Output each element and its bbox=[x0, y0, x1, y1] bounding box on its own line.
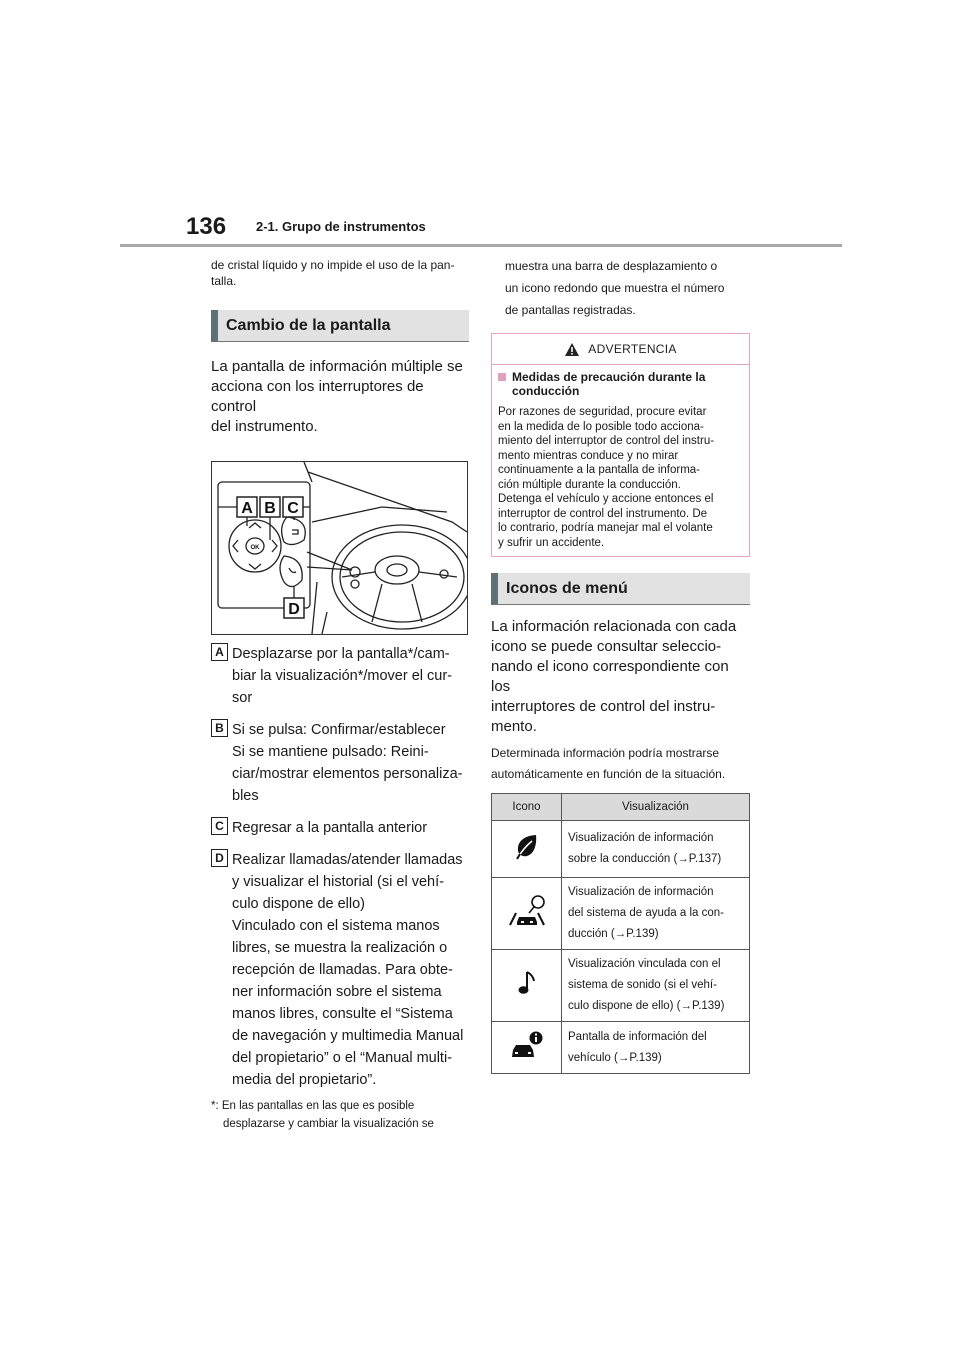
footnote-line: de pantallas registradas. bbox=[505, 303, 636, 317]
warning-line: continuamente a la pantalla de informa- bbox=[498, 464, 701, 476]
warning-text bbox=[498, 405, 743, 550]
warning-box bbox=[491, 333, 750, 557]
definition-line: sor bbox=[232, 690, 253, 706]
intro-line: de cristal líquido y no impide el uso de la pan- bbox=[211, 258, 455, 272]
footnote-line: desplazarse y cambiar la visualización se bbox=[223, 1118, 434, 1130]
label-d: D bbox=[211, 849, 228, 867]
label-b: B bbox=[211, 719, 228, 737]
warning-line: miento del interruptor de control del instru- bbox=[498, 435, 715, 447]
definition-line: Si se pulsa: Confirmar/establecer bbox=[232, 722, 446, 738]
warning-line: y sufrir un accidente. bbox=[498, 536, 605, 549]
definition-line: recepción de llamadas. Para obte- bbox=[232, 962, 453, 978]
definition-line: culo dispone de ello) bbox=[232, 896, 366, 912]
steering-switch-illustration bbox=[212, 462, 467, 634]
paragraph-line: nando el icono correspondiente con los bbox=[491, 658, 729, 695]
warning-subtitle bbox=[498, 370, 743, 398]
display-line: Visualización de información bbox=[568, 832, 714, 844]
definition-line: media del propietario”. bbox=[232, 1072, 377, 1088]
table-row bbox=[492, 950, 750, 1022]
warning-header bbox=[492, 334, 749, 365]
definition-line: ner información sobre el sistema bbox=[232, 984, 442, 1000]
definition-line: libres, se muestra la realización o bbox=[232, 940, 448, 956]
warning-line: ción múltiple durante la conducción. bbox=[498, 478, 681, 491]
definition-line: Realizar llamadas/atender llamadas bbox=[232, 852, 463, 868]
warning-line: mento mientras conduce y no mirar bbox=[498, 449, 679, 462]
warning-triangle-icon bbox=[564, 342, 580, 357]
display-line: Visualización de información bbox=[568, 886, 714, 898]
display-line: ducción (→P.139) bbox=[568, 928, 659, 940]
warning-line: interruptor de control del instrumento. De bbox=[498, 507, 708, 520]
display-line: del sistema de ayuda a la con- bbox=[568, 907, 724, 919]
paragraph-line: interruptores de control del instru- bbox=[491, 698, 716, 715]
definition-line: del propietario” o el “Manual multi- bbox=[232, 1050, 453, 1066]
table-header-row bbox=[492, 794, 750, 821]
figure-label-a: A bbox=[241, 500, 253, 517]
switch-definitions bbox=[211, 643, 469, 1091]
intro-line: talla. bbox=[211, 274, 237, 288]
steering-switch-figure bbox=[211, 461, 468, 635]
paragraph-line: La información relacionada con cada bbox=[491, 618, 737, 635]
warning-subtitle-line: Medidas de precaución durante la bbox=[512, 370, 706, 384]
definition-item-b bbox=[211, 719, 469, 807]
footnote-line: un icono redondo que muestra el número bbox=[505, 281, 725, 295]
definition-line: Regresar a la pantalla anterior bbox=[232, 820, 428, 836]
table-header-icon: Icono bbox=[492, 794, 562, 821]
header-rule bbox=[120, 244, 842, 247]
bullet-square-icon bbox=[498, 373, 506, 381]
definition-line: manos libres, consulte el “Sistema bbox=[232, 1006, 453, 1022]
figure-label-b: B bbox=[264, 500, 276, 517]
warning-subtitle-line: conducción bbox=[512, 384, 580, 398]
intro-paragraph bbox=[211, 357, 469, 437]
definition-item-a bbox=[211, 643, 469, 709]
warning-line: Por razones de seguridad, procure evitar bbox=[498, 406, 707, 418]
right-column bbox=[491, 255, 750, 1074]
definition-line: bles bbox=[232, 788, 259, 804]
music-note-icon bbox=[518, 970, 536, 996]
definition-line: Si se mantiene pulsado: Reini- bbox=[232, 744, 429, 760]
footnote bbox=[211, 1097, 469, 1133]
paragraph-line: mento. bbox=[491, 718, 537, 735]
menu-icons-table bbox=[491, 793, 750, 1074]
footnote-line: *: En las pantallas en las que es posible bbox=[211, 1100, 415, 1112]
leaf-icon bbox=[516, 834, 538, 860]
figure-label-c: C bbox=[287, 500, 299, 517]
section-heading: Cambio de la pantalla bbox=[211, 310, 469, 342]
intro-text bbox=[211, 257, 469, 289]
driving-assist-icon bbox=[507, 895, 547, 927]
note-line: Determinada información podría mostrarse bbox=[491, 746, 720, 760]
menu-paragraph bbox=[491, 617, 750, 737]
display-line: vehículo (→P.139) bbox=[568, 1051, 662, 1064]
table-row bbox=[492, 821, 750, 878]
definition-item-c bbox=[211, 817, 469, 839]
left-column bbox=[211, 255, 469, 1133]
figure-label-d: D bbox=[288, 601, 300, 618]
definition-line: y visualizar el historial (si el vehí- bbox=[232, 874, 444, 890]
page-number: 136 bbox=[186, 213, 227, 240]
label-c: C bbox=[211, 817, 228, 835]
definition-item-d bbox=[211, 849, 469, 1091]
definition-line: Vinculado con el sistema manos bbox=[232, 918, 440, 934]
warning-line: en la medida de lo posible todo acciona- bbox=[498, 420, 704, 433]
paragraph-line: del instrumento. bbox=[211, 418, 318, 435]
display-line: culo dispone de ello) (→P.139) bbox=[568, 1000, 725, 1012]
section-header: 2-1. Grupo de instrumentos bbox=[256, 219, 426, 234]
display-line: sistema de sonido (si el vehí- bbox=[568, 979, 717, 991]
paragraph-line: icono se puede consultar seleccio- bbox=[491, 638, 722, 655]
warning-title: ADVERTENCIA bbox=[588, 342, 677, 356]
section-heading: Iconos de menú bbox=[491, 573, 750, 605]
table-header-display: Visualización bbox=[562, 794, 750, 821]
footnote-continuation bbox=[491, 255, 750, 321]
paragraph-line: La pantalla de información múltiple se bbox=[211, 358, 463, 375]
warning-line: lo contrario, podría manejar mal el volante bbox=[498, 522, 713, 534]
table-row bbox=[492, 878, 750, 950]
paragraph-line: acciona con los interruptores de control bbox=[211, 378, 424, 415]
display-line: Visualización vinculada con el bbox=[568, 958, 721, 970]
menu-note bbox=[491, 743, 750, 785]
display-line: sobre la conducción (→P.137) bbox=[568, 853, 722, 865]
definition-line: ciar/mostrar elementos personaliza- bbox=[232, 766, 463, 782]
display-line: Pantalla de información del bbox=[568, 1030, 707, 1043]
label-a: A bbox=[211, 643, 228, 661]
warning-line: Detenga el vehículo y accione entonces el bbox=[498, 493, 714, 505]
definition-line: de navegación y multimedia Manual bbox=[232, 1028, 464, 1044]
footnote-line: muestra una barra de desplazamiento o bbox=[505, 259, 718, 273]
definition-line: biar la visualización*/mover el cur- bbox=[232, 668, 452, 684]
note-line: automáticamente en función de la situación. bbox=[491, 767, 726, 781]
table-row bbox=[492, 1022, 750, 1074]
vehicle-info-icon bbox=[510, 1031, 544, 1059]
ok-button-label: OK bbox=[250, 545, 260, 551]
definition-line: Desplazarse por la pantalla*/cam- bbox=[232, 646, 450, 662]
